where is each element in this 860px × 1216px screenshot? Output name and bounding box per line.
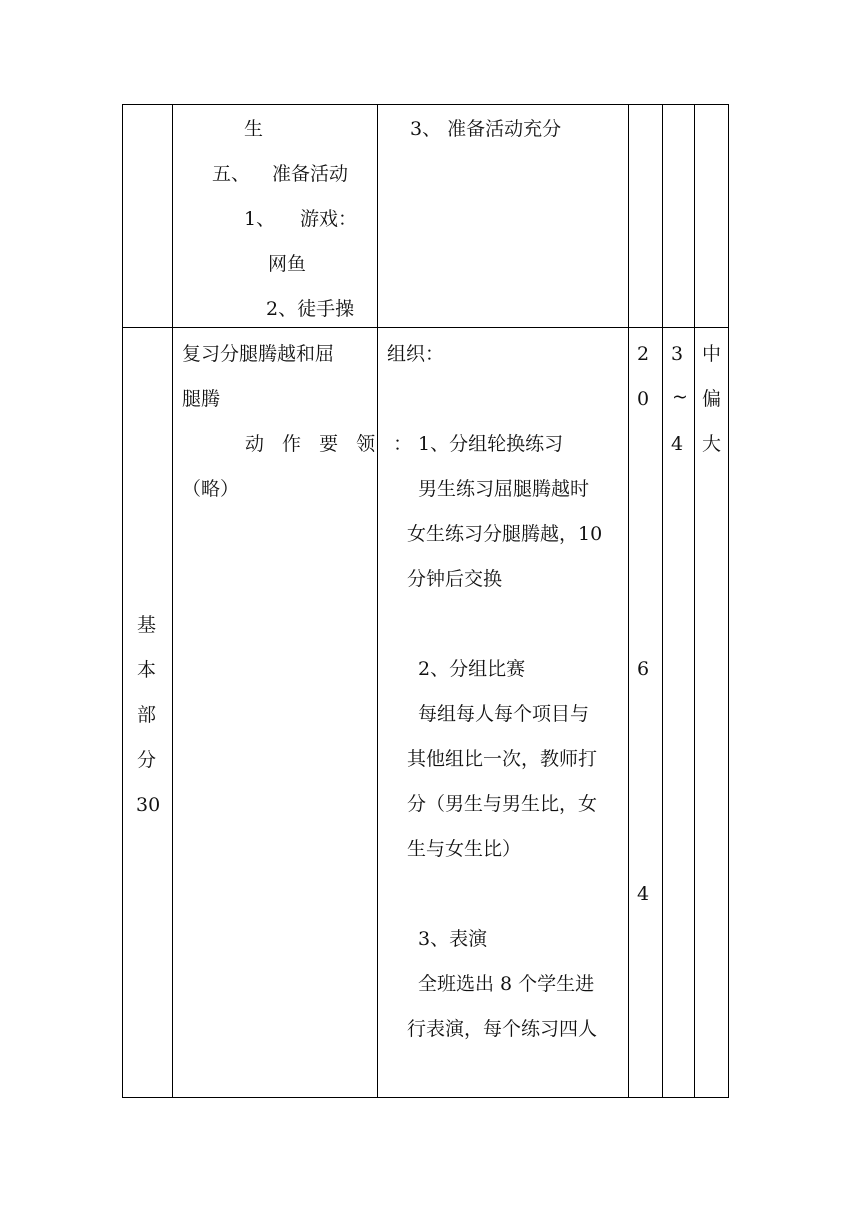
method-text: 行表演，每个练习四人 [407,1018,598,1040]
method-text: 分钟后交换 [407,568,503,590]
content-text: （略） [182,478,240,500]
col-border-right [728,104,729,1098]
col-border-time [662,104,663,1098]
table-top-border [122,104,729,105]
content-text: 2、徒手操 [266,298,355,320]
intensity-value: 中 [702,343,722,365]
method-text: 3、表演 [418,928,488,950]
content-text: 准备活动 [272,163,349,185]
col-border-content [377,104,378,1098]
method-text: 1、分组轮换练习 [418,433,564,455]
col-border-left [122,104,123,1098]
method-text: 生与女生比） [407,838,522,860]
method-text: 男生练习屈腿腾越时 [418,478,590,500]
intensity-value: 大 [702,433,722,455]
count-value: 4 [671,433,684,455]
section-label: 基 [137,614,157,636]
time-value: 0 [637,388,650,410]
time-value: 2 [637,343,650,365]
content-text: 生 [244,118,264,140]
table-bottom-border [122,1097,729,1098]
col-border-method [628,104,629,1098]
content-text: 游戏： [300,208,358,230]
method-text: 女生练习分腿腾越，10 [407,523,603,545]
content-text: 网鱼 [268,253,307,275]
time-value: 6 [637,658,650,680]
content-text: 腿腾 [182,388,221,410]
method-text: 其他组比一次，教师打 [407,748,598,770]
content-text: 动 作 要 领 ： [245,433,419,455]
row-divider [122,327,729,328]
count-value: ~ [672,386,688,408]
count-value: 3 [671,343,684,365]
col-border-count [694,104,695,1098]
method-text: 2、分组比赛 [418,658,526,680]
content-text: 五、 [212,163,251,185]
time-value: 4 [637,883,650,905]
intensity-value: 偏 [702,388,722,410]
method-text: 3、 准备活动充分 [410,118,562,140]
method-text: 全班选出 8 个学生进 [418,973,595,995]
section-label: 分 [137,749,157,771]
section-label: 本 [137,659,157,681]
content-text: 1、 [244,208,276,230]
method-text: 组织： [387,343,445,365]
section-label: 部 [137,704,157,726]
method-text: 每组每人每个项目与 [418,703,590,725]
content-text: 复习分腿腾越和屈 [182,343,335,365]
method-text: 分（男生与男生比，女 [407,793,598,815]
col-border-section [172,104,173,1098]
section-duration: 30 [136,794,161,816]
